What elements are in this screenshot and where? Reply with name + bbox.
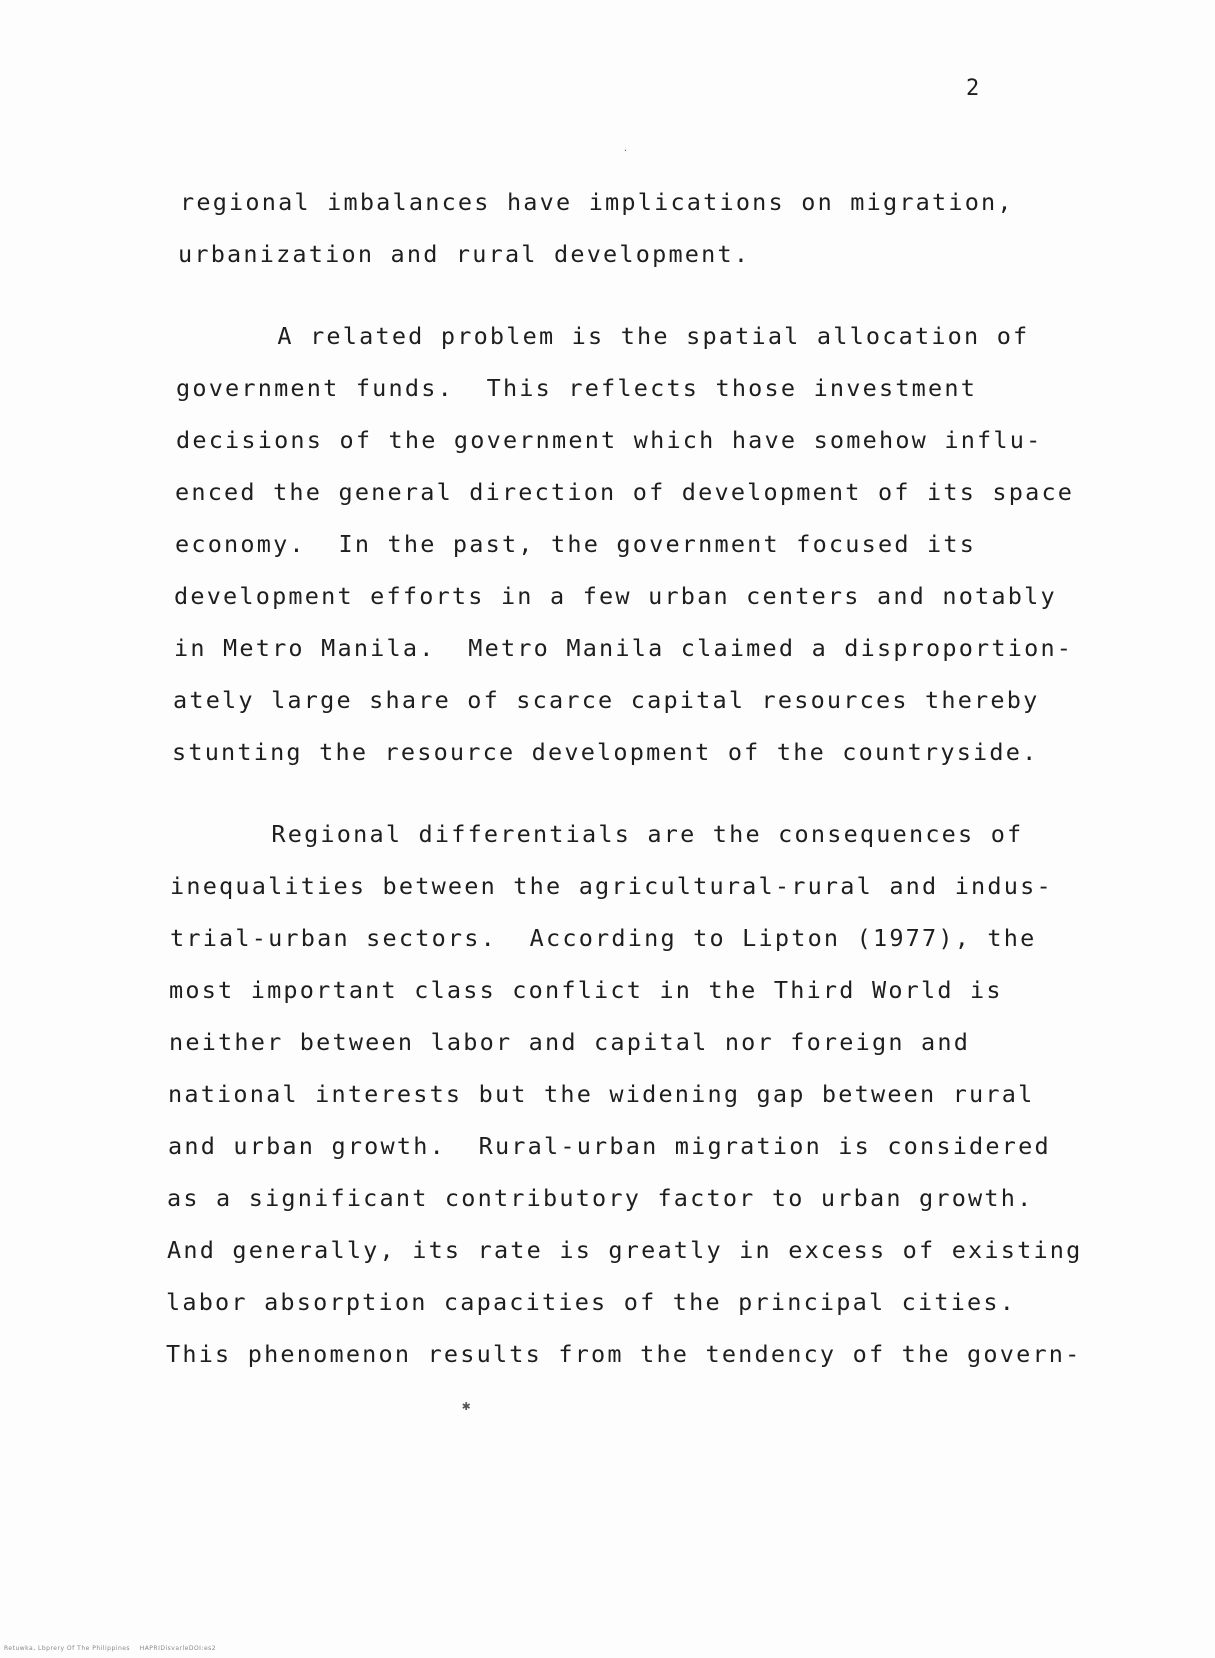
paragraph-3-line-2: inequalities between the agricultural-rural and indus- bbox=[170, 872, 1053, 900]
paragraph-3-line-4: most important class conflict in the Third World is bbox=[169, 976, 1003, 1004]
scan-footer: Retuwka, Lbprery Of The Philippines HAPRIDisvarleDOI:es2 bbox=[4, 1645, 217, 1652]
scan-smudge-icon: ✱ bbox=[462, 1398, 471, 1414]
paragraph-3-line-11: This phenomenon results from the tendency of the govern- bbox=[166, 1340, 1082, 1368]
paragraph-3-line-7: and urban growth. Rural-urban migration is considered bbox=[168, 1132, 1051, 1160]
paragraph-3-line-9: And generally, its rate is greatly in excess of existing bbox=[167, 1236, 1083, 1264]
paragraph-2-line-4: enced the general direction of development of its space bbox=[175, 478, 1075, 506]
paragraph-3-line-1: Regional differentials are the consequences of bbox=[206, 820, 1024, 848]
paragraph-3-line-3: trial-urban sectors. According to Lipton (1977), the bbox=[170, 924, 1037, 952]
paragraph-2-line-6: development efforts in a few urban centers and notably bbox=[174, 582, 1057, 610]
paragraph-3-line-10: labor absorption capacities of the principal cities. bbox=[166, 1288, 1017, 1316]
paragraph-2-line-2: government funds. This reflects those investment bbox=[176, 374, 978, 402]
paragraph-1-line-2: urbanization and rural development. bbox=[178, 240, 751, 268]
paragraph-2-line-5: economy. In the past, the government focused its bbox=[175, 530, 977, 558]
scan-speck-icon: · bbox=[623, 146, 628, 155]
paragraph-1-line-1: regional imbalances have implications on migration, bbox=[180, 188, 1014, 216]
paragraph-3-line-6: national interests but the widening gap between rural bbox=[168, 1080, 1035, 1108]
paragraph-3-line-5: neither between labor and capital nor foreign and bbox=[169, 1028, 971, 1056]
paragraph-2-line-8: ately large share of scarce capital resources thereby bbox=[173, 686, 1040, 714]
paragraph-2-line-3: decisions of the government which have somehow influ- bbox=[176, 426, 1043, 454]
paragraph-2-line-1: A related problem is the spatial allocation of bbox=[212, 322, 1030, 350]
page-number: 2 bbox=[966, 76, 981, 101]
paragraph-2-line-7: in Metro Manila. Metro Manila claimed a disproportion- bbox=[174, 634, 1074, 662]
paragraph-3-line-8: as a significant contributory factor to urban growth. bbox=[167, 1184, 1034, 1212]
paragraph-2-line-9: stunting the resource development of the countryside. bbox=[172, 738, 1039, 766]
